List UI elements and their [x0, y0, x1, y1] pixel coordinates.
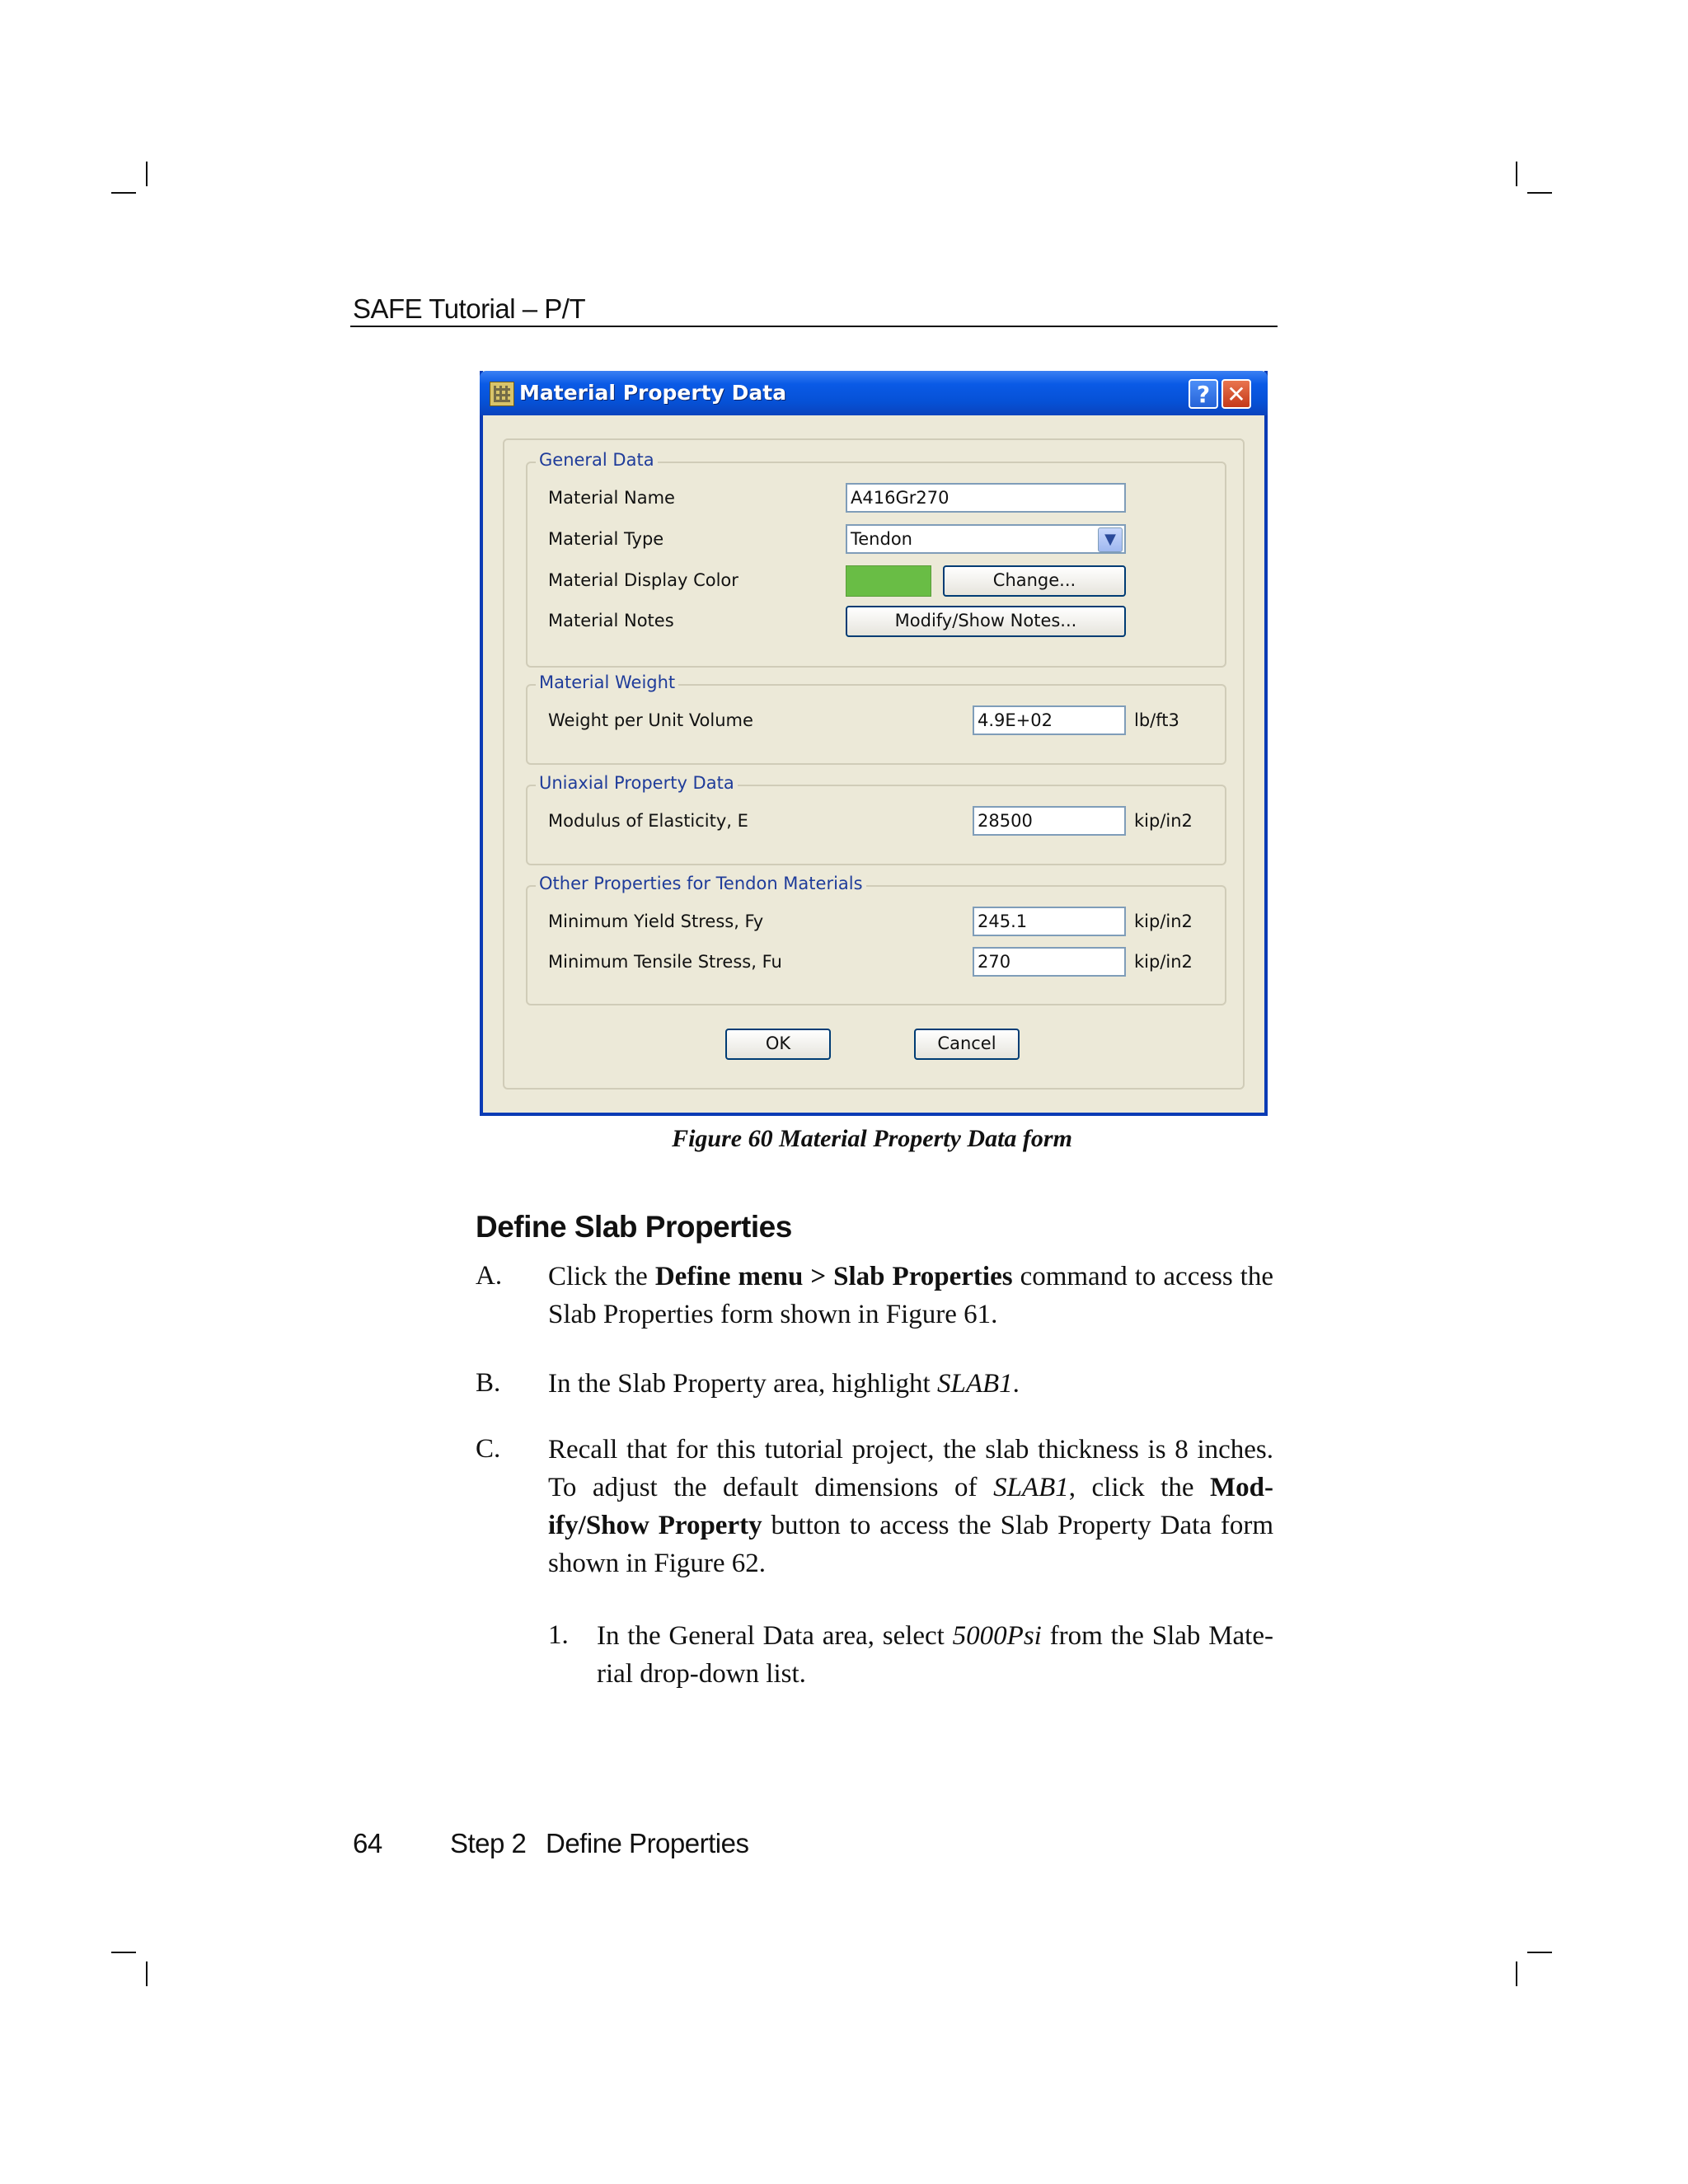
- crop-mark-top-right-h: [1527, 192, 1552, 194]
- step-b-pre: In the Slab Property area, highlight: [548, 1369, 937, 1399]
- step-a-letter: A.: [476, 1261, 503, 1291]
- figure-caption: [0, 1125, 1688, 1153]
- modify-show-notes-button[interactable]: Modify/Show Notes...: [846, 606, 1126, 637]
- crop-mark-bottom-left-v: [146, 1961, 148, 1986]
- weight-label: Weight per Unit Volume: [548, 710, 753, 730]
- step-c-mid: , click the: [1068, 1473, 1210, 1502]
- substep-1-text: [597, 1617, 1273, 1693]
- material-type-label: Material Type: [548, 529, 664, 549]
- footer-step: Step 2: [450, 1828, 527, 1858]
- dialog-title: Material Property Data: [519, 381, 787, 405]
- substep-1-pre: In the General Data area, select: [597, 1621, 953, 1651]
- material-notes-label: Material Notes: [548, 611, 674, 630]
- yield-stress-unit: kip/in2: [1134, 912, 1193, 931]
- section-heading: Define Slab Properties: [476, 1210, 792, 1244]
- tensile-stress-input[interactable]: 270: [973, 947, 1126, 977]
- substep-1-material: 5000Psi: [952, 1621, 1042, 1651]
- modulus-label: Modulus of Elasticity, E: [548, 811, 748, 831]
- step-b-text: [548, 1365, 1273, 1403]
- step-c-pre: Recall that for this tutorial project, the slab thickness is 8 inches. To adjust the default dimensions of: [548, 1435, 1273, 1502]
- display-color-swatch: [846, 565, 931, 597]
- step-a-text: [548, 1258, 1273, 1333]
- app-grid-icon: [490, 382, 514, 406]
- step-b-slab-name: SLAB1: [936, 1369, 1013, 1399]
- chevron-down-icon[interactable]: ▼: [1098, 527, 1123, 552]
- dialog-titlebar[interactable]: [480, 371, 1268, 415]
- material-weight-legend: Material Weight: [536, 673, 678, 692]
- substep-1-post: from the Slab Mate-rial drop-down list.: [597, 1621, 1273, 1689]
- page-number: 64: [353, 1828, 382, 1858]
- uniaxial-legend: Uniaxial Property Data: [536, 773, 738, 793]
- yield-stress-label: Minimum Yield Stress, Fy: [548, 912, 764, 931]
- step-a-pre: Click the: [548, 1262, 655, 1291]
- material-name-label: Material Name: [548, 488, 675, 508]
- close-button[interactable]: ✕: [1221, 379, 1251, 409]
- cancel-button[interactable]: Cancel: [914, 1029, 1020, 1060]
- step-c-slab-name: SLAB1: [993, 1473, 1069, 1502]
- material-type-select[interactable]: [846, 524, 1126, 554]
- yield-stress-input[interactable]: 245.1: [973, 907, 1126, 936]
- header-rule: [350, 326, 1278, 327]
- running-header: SAFE Tutorial – P/T: [353, 293, 586, 324]
- tendon-properties-legend: Other Properties for Tendon Materials: [536, 874, 866, 893]
- weight-unit: lb/ft3: [1134, 710, 1179, 730]
- tensile-stress-label: Minimum Tensile Stress, Fu: [548, 952, 782, 972]
- step-b-letter: B.: [476, 1368, 501, 1398]
- substep-1-number: 1.: [548, 1620, 569, 1650]
- tendon-properties-group: [526, 874, 1226, 1005]
- crop-mark-bottom-left-h: [111, 1952, 136, 1953]
- change-color-button[interactable]: Change...: [943, 565, 1126, 597]
- crop-mark-bottom-right-h: [1527, 1952, 1552, 1953]
- tensile-stress-unit: kip/in2: [1134, 952, 1193, 972]
- step-c-letter: C.: [476, 1434, 501, 1464]
- modulus-unit: kip/in2: [1134, 811, 1193, 831]
- help-button[interactable]: ?: [1189, 379, 1218, 409]
- crop-mark-top-left-h: [111, 192, 136, 194]
- ok-button[interactable]: OK: [725, 1029, 831, 1060]
- general-data-legend: General Data: [536, 450, 658, 470]
- display-color-label: Material Display Color: [548, 570, 738, 590]
- step-a-menu-path: Define menu > Slab Properties: [654, 1262, 1013, 1291]
- crop-mark-bottom-right-v: [1516, 1961, 1517, 1986]
- material-property-dialog: [480, 371, 1268, 1116]
- modulus-input[interactable]: 28500: [973, 806, 1126, 836]
- material-type-value: Tendon: [851, 529, 912, 549]
- step-c-post: button to access the Slab Property Data form shown in Figure 62.: [548, 1511, 1273, 1578]
- crop-mark-top-right-v: [1516, 162, 1517, 186]
- step-c-text: [548, 1431, 1273, 1582]
- step-b-post: .: [1012, 1369, 1020, 1399]
- crop-mark-top-left-v: [146, 162, 148, 186]
- figure-caption-text: Figure 60 Material Property Data form: [672, 1125, 1072, 1152]
- weight-input[interactable]: 4.9E+02: [973, 705, 1126, 735]
- material-name-input[interactable]: A416Gr270: [846, 483, 1126, 513]
- footer-section: Define Properties: [546, 1828, 749, 1858]
- step-c-button-name: Mod-ify/Show Property: [548, 1473, 1273, 1540]
- step-a-post: command to access the Slab Properties form shown in Figure 61.: [548, 1262, 1273, 1329]
